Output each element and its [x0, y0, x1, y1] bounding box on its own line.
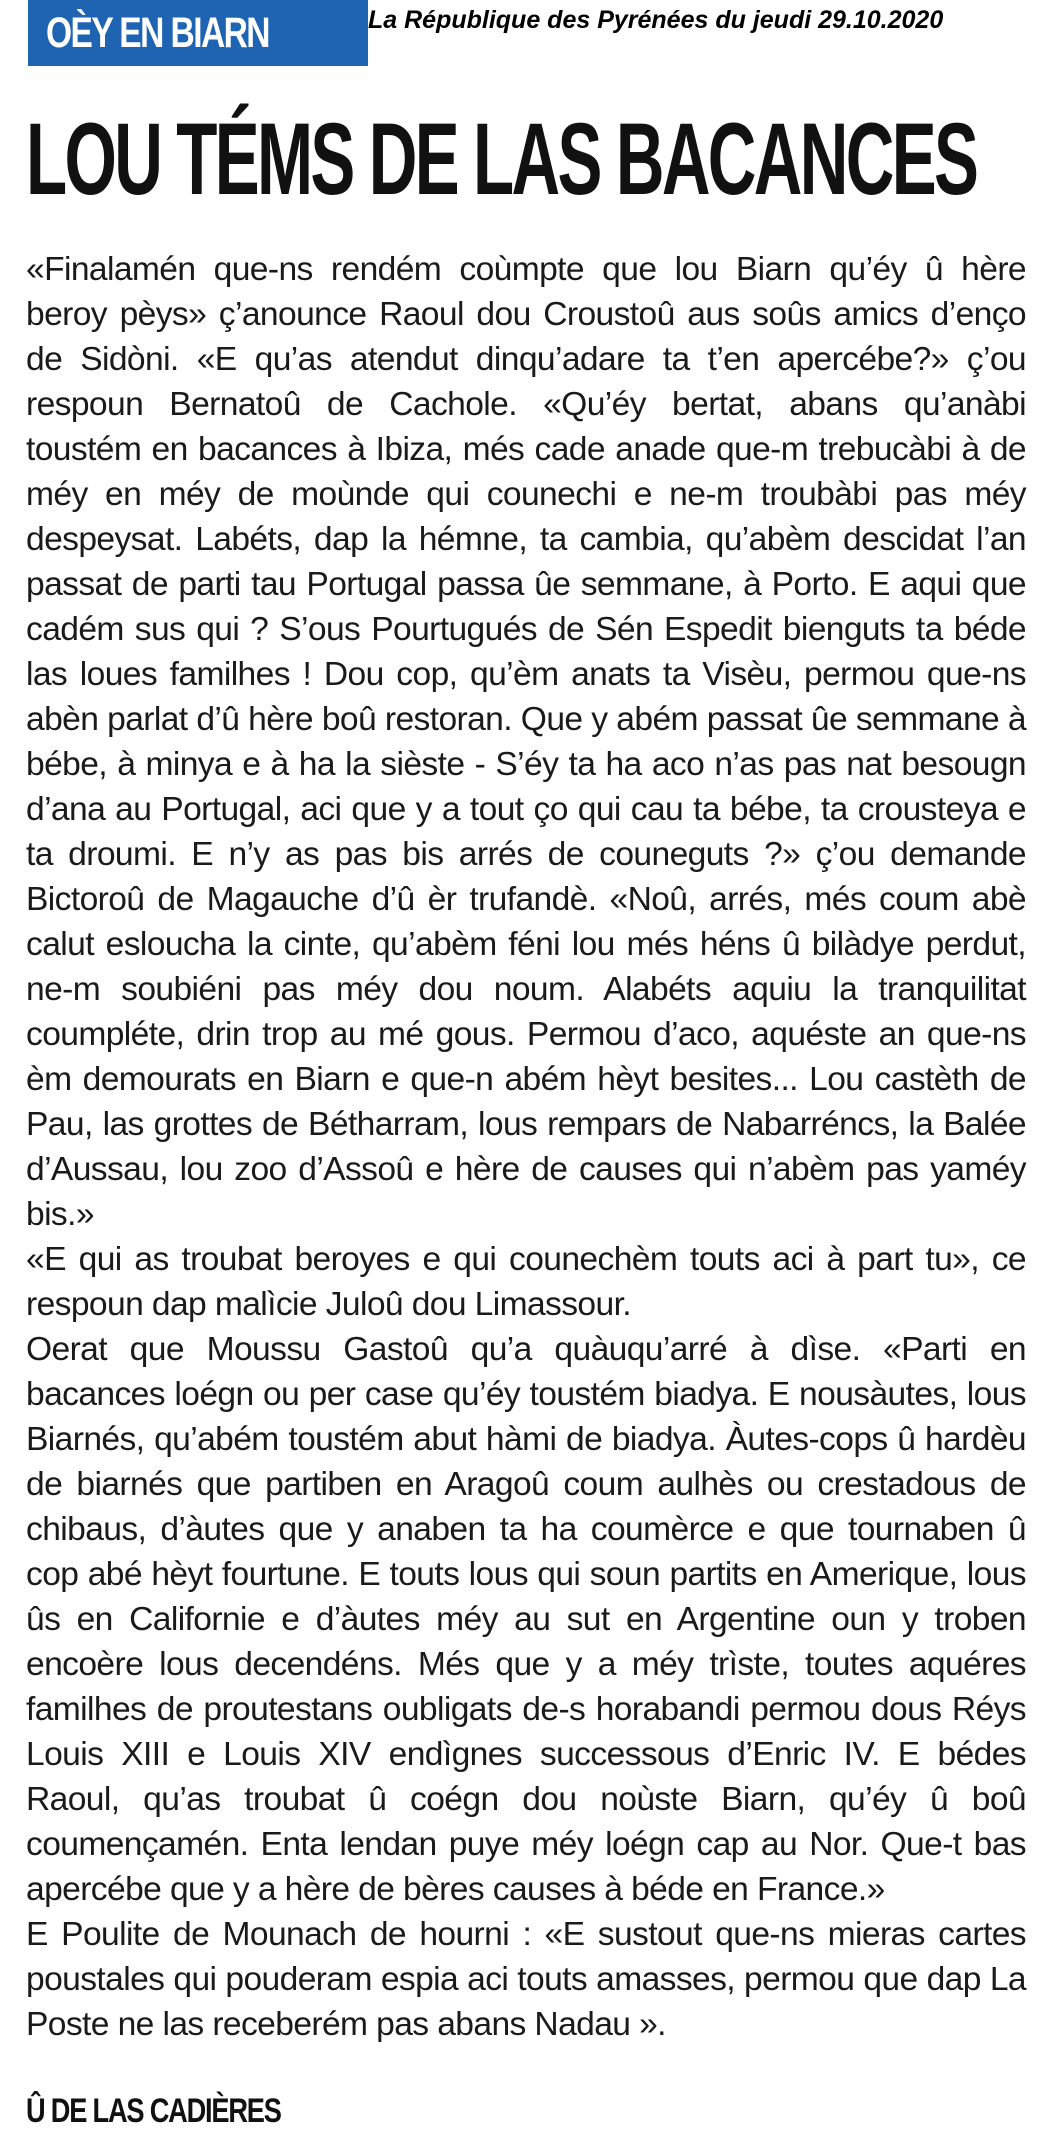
article-title: LOU TÉMS DE LAS BACANCES — [26, 102, 977, 216]
section-banner — [28, 0, 368, 66]
article-body — [26, 247, 1026, 2047]
article-paragraph: E Poulite de Mounach de hourni : «E sustout que-ns mieras cartes poustales qui pouderam espia aci touts amasses, permou que dap La Poste ne las receberém pas abans Nadau ». — [26, 1916, 1026, 2043]
dateline: La République des Pyrénées du jeudi 29.10.2020 — [368, 6, 944, 34]
section-label: OÈY EN BIARN — [46, 8, 269, 57]
article-paragraph: «E qui as troubat beroyes e qui counechèm touts aci à part tu», ce respoun dap malìcie Juloû dou Limassour. — [26, 1241, 1026, 1323]
article-byline: Û DE LAS CADIÈRES — [26, 2092, 281, 2130]
article-paragraph: Oerat que Moussu Gastoû qu’a quàuqu’arré à dìse. «Parti en bacances loégn ou per case qu’éy toustém biadya. E nousàutes, lous Biarnés, qu’abém toustém abut hàmi de biadya. Àutes-cops û hardèu de biarnés que partiben en Aragoû coum aulhès ou crestadous de chibaus, d’àutes que y anaben ta ha coumèrce e que tournaben û cop abé hèyt fourtune. E touts lous qui soun partits en Amerique, lous ûs en Californie e d’àutes méy au sut en Argentine oun y troben encoère lous decendéns. Més que y a méy trìste, toutes aquéres familhes de proutestans oubligats de-s horabandi permou dous Réys Louis XIII e Louis XIV endìgnes successous d’Enric IV. E bédes Raoul, qu’as troubat û coégn dou noùste Biarn, qu’éy û boû coumençamén. Enta lendan puye méy loégn cap au Nor. Que-t bas apercébe que y a hère de bères causes à béde en France.» — [26, 1331, 1026, 1908]
article-paragraph: «Finalamén que-ns rendém coùmpte que lou Biarn qu’éy û hère beroy pèys» ç’anounce Raoul dou Croustoû aus soûs amics d’enço de Sidòni. «E qu’as atendut dinqu’adare ta t’en apercébe?» ç’ou respoun Bernatoû de Cachole. «Qu’éy bertat, abans qu’anàbi toustém en bacances à Ibiza, més cade anade que-m trebucàbi à de méy en méy de moùnde qui counechi e ne-m troubàbi pas méy despeysat. Labéts, dap la hémne, ta cambia, qu’abèm descidat l’an passat de parti tau Portugal passa ûe semmane, à Porto. E aqui que cadém sus qui ? S’ous Pourtugués de Sén Espedit bienguts ta béde las loues familhes ! Dou cop, qu’èm anats ta Visèu, permou que-ns abèn parlat d’û hère boû restoran. Que y abém passat ûe semmane à bébe, à minya e à ha la sièste - S’éy ta ha aco n’as pas nat besougn d’ana au Portugal, aci que y a tout ço qui cau ta bébe, ta crousteya e ta droumi. E n’y as pas bis arrés de couneguts ?» ç’ou demande Bictoroû de Magauche d’û èr trufandè. «Noû, arrés, més coum abè calut esloucha la cinte, qu’abèm féni lou més héns û bilàdye perdut, ne-m soubiéni pas méy dou noum. Alabéts aquiu la tranquilitat coumpléte, drin trop au mé gous. Permou d’aco, aquéste an que-ns èm demourats en Biarn e que-n abém hèyt besites... Lou castèth de Pau, las grottes de Bétharram, lous rempars de Nabarréncs, la Balée d’Aussau, lou zoo d’Assoû e hère de causes qui n’abèm pas yaméy bis.» — [26, 251, 1026, 1233]
